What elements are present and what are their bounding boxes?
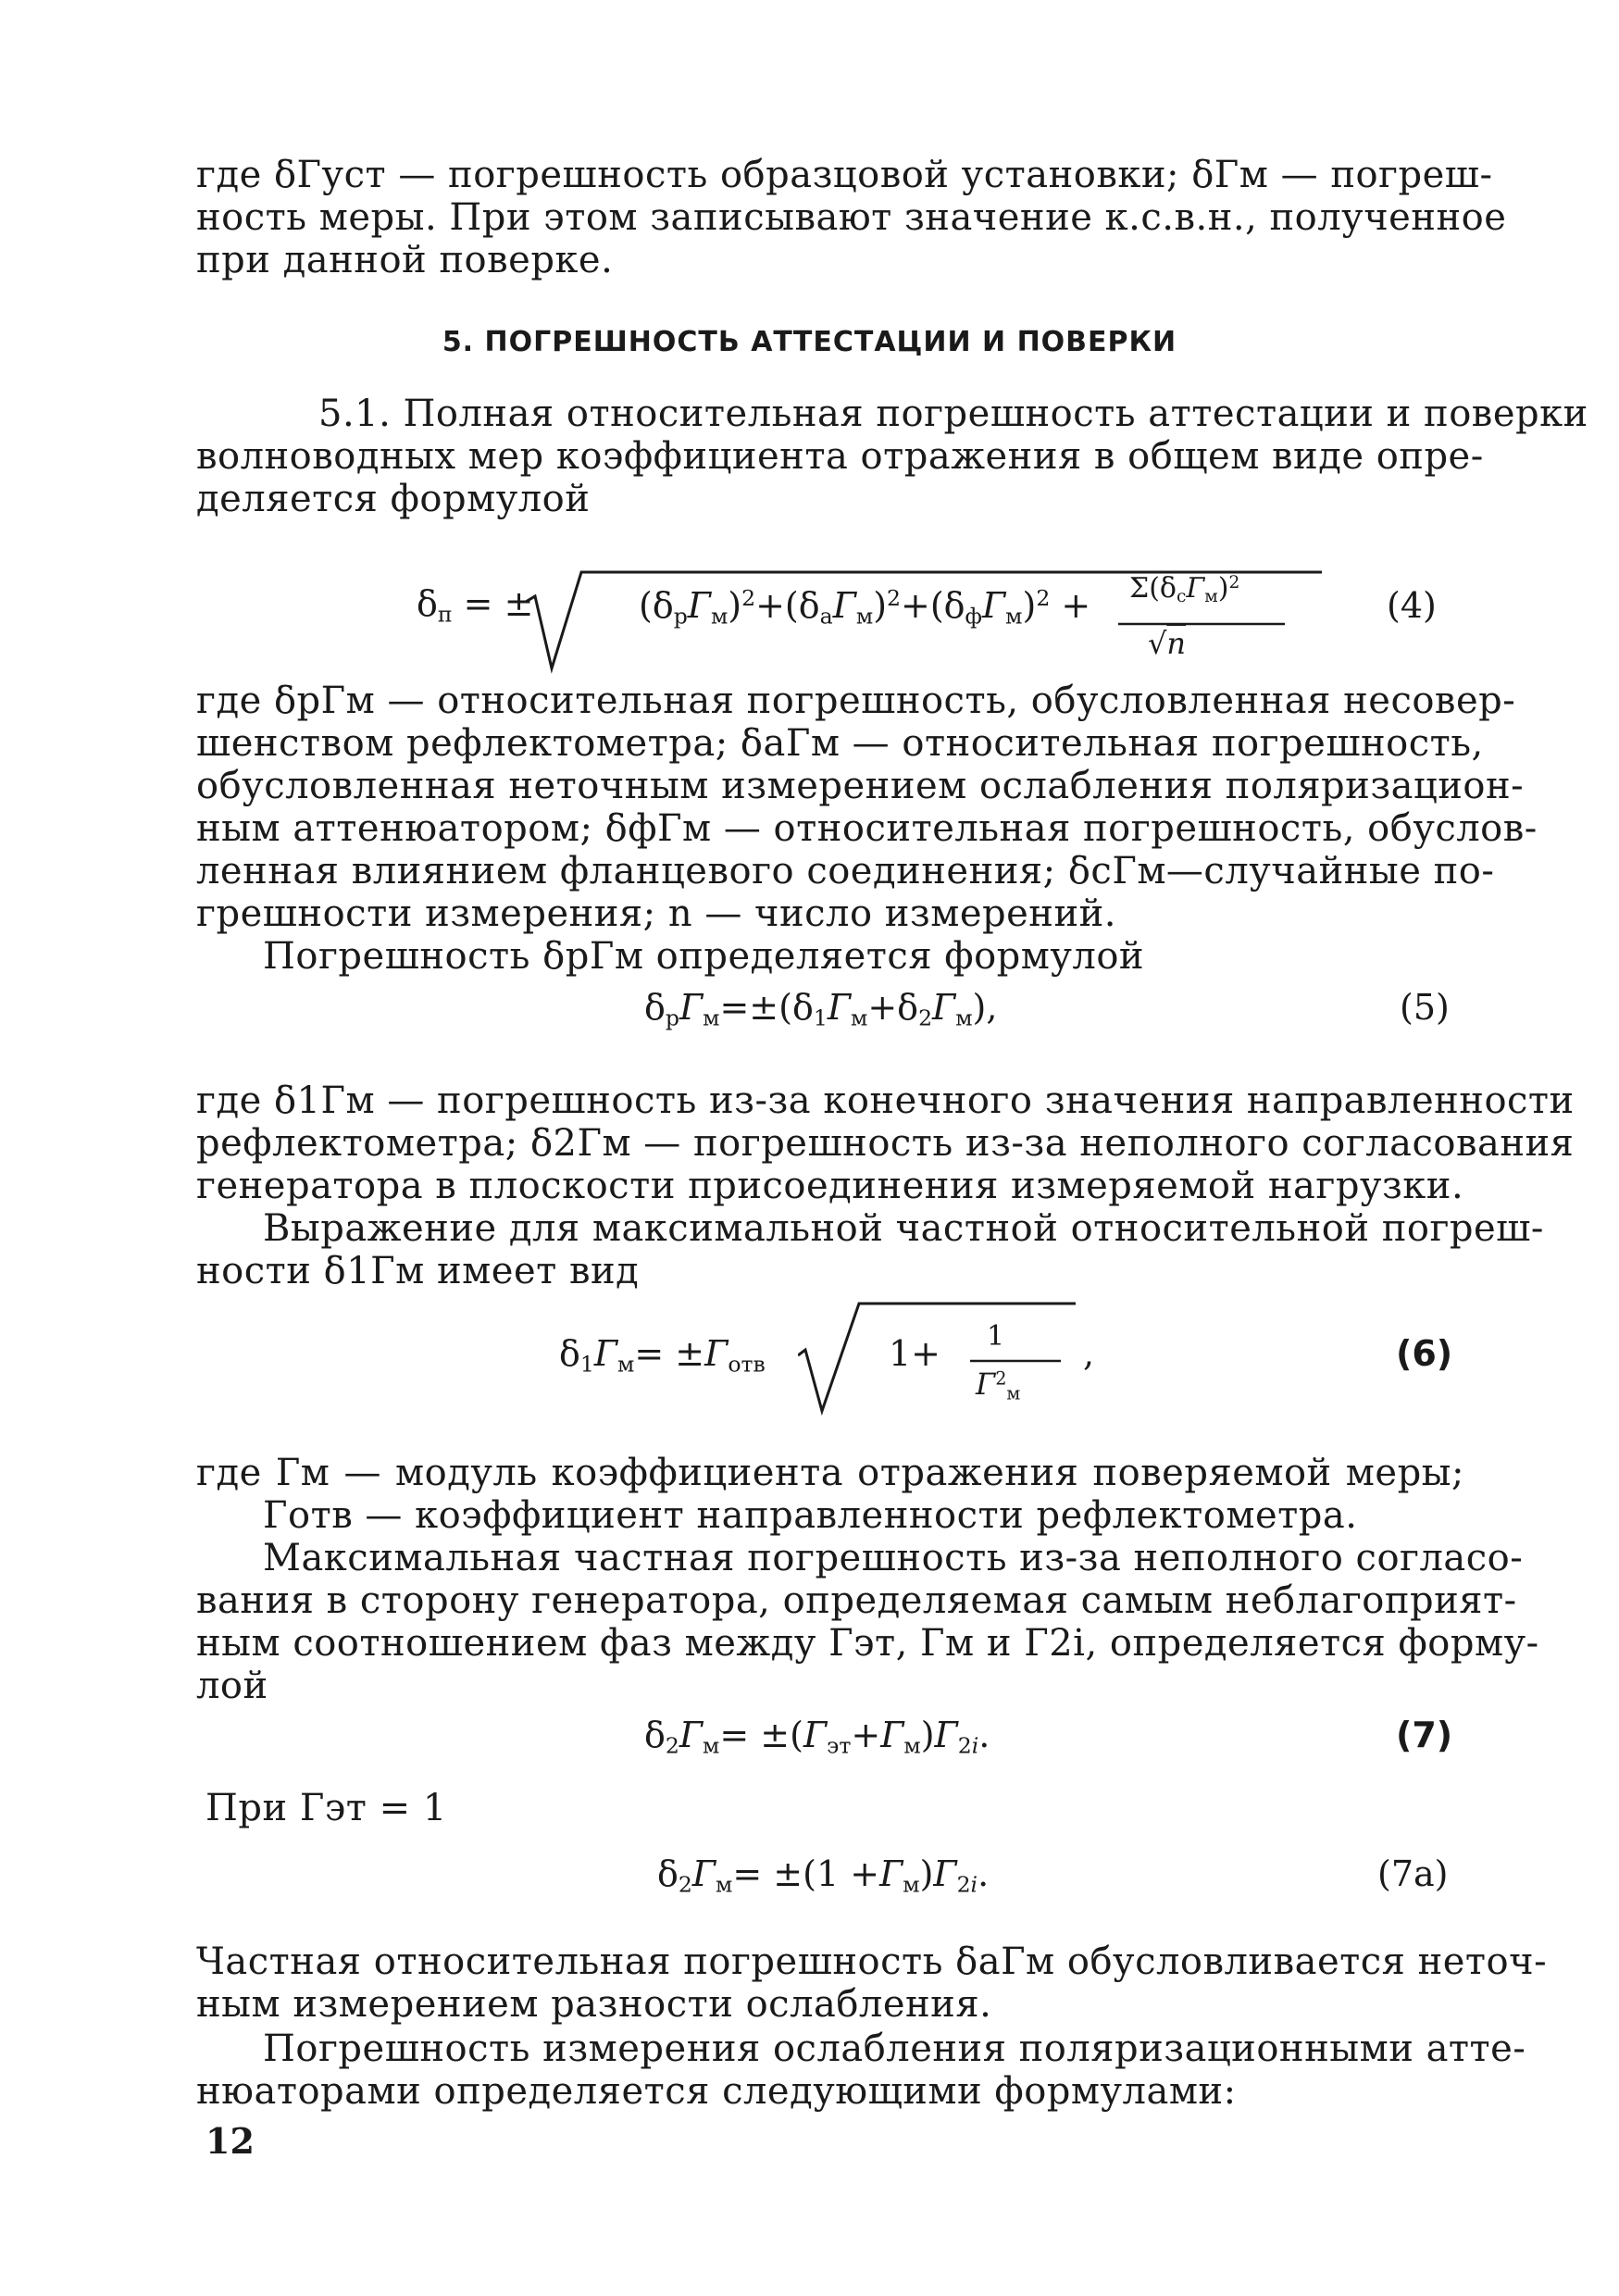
- section-heading: 5. ПОГРЕШНОСТЬ АТТЕСТАЦИИ И ПОВЕРКИ: [442, 326, 1177, 358]
- text-line: ленная влиянием фланцевого соединения; δсГм—случайные по-: [196, 850, 1495, 892]
- paragraph-3: [196, 680, 1538, 935]
- text-line: где δГуст — погрешность образцовой установки; δГм — погреш-: [196, 154, 1493, 196]
- text-line: при данной поверке.: [196, 239, 614, 281]
- text-line: ности δ1Гм имеет вид: [196, 1250, 640, 1292]
- paragraph-6: [196, 1207, 1544, 1292]
- equation-6-number: (6): [1396, 1333, 1453, 1374]
- equation-7-number: (7): [1396, 1715, 1453, 1755]
- text-line: Погрешность измерения ослабления поляризационными атте-: [263, 2028, 1526, 2070]
- text-line: При Гэт = 1: [205, 1787, 447, 1829]
- paragraph-1: [196, 154, 1507, 281]
- text-line: лой: [196, 1665, 268, 1707]
- equation-4-number: (4): [1387, 585, 1437, 626]
- text-line: где δ1Гм — погрешность из-за конечного значения направленности: [196, 1079, 1575, 1122]
- text-line: Максимальная частная погрешность из-за неполного согласо-: [263, 1537, 1524, 1579]
- equation-4: $\delta_п$ = ± $(\delta_рГ_м)^2+(\delta_аГ_м)^2+(\delta_фГ_м)^2$ + $\Sigma(\delta_сГ_м)^2$ √n: [417, 567, 1305, 678]
- equation-5-number: (5): [1400, 987, 1450, 1028]
- text-line: ность меры. При этом записывают значение к.с.в.н., полученное: [196, 196, 1507, 239]
- equation-7: $\delta_2Г_м= \pm(Г_{эт}+Г_м)Г_{2i}$.: [644, 1715, 990, 1759]
- text-line: 5.1. Полная относительная погрешность аттестации и поверки: [318, 393, 1588, 435]
- text-line: грешности измерения; n — число измерений.: [196, 892, 1116, 935]
- text-line: Частная относительная погрешность δаГм обусловливается неточ-: [196, 1940, 1548, 1983]
- text-line: генератора в плоскости присоединения измеряемой нагрузки.: [196, 1165, 1464, 1207]
- text-line: где δрГм — относительная погрешность, обусловленная несовер-: [196, 680, 1516, 722]
- page-number: 12: [205, 2120, 255, 2162]
- paragraph-10: [196, 1940, 1548, 2026]
- paragraph-11: [196, 2028, 1526, 2113]
- paragraph-9: [196, 1787, 1464, 1829]
- text-line: ным соотношением фаз между Гэт, Гм и Г2i, определяется форму-: [196, 1622, 1539, 1665]
- text-line: шенством рефлектометра; δаГм — относительная погрешность,: [196, 722, 1484, 765]
- text-line: обусловленная неточным измерением ослабления поляризацион-: [196, 765, 1525, 807]
- equation-7a-number: (7а): [1377, 1853, 1449, 1894]
- text-line: Выражение для максимальной частной относительной погреш-: [263, 1207, 1544, 1250]
- text-line: Погрешность δрГм определяется формулой: [263, 935, 1145, 978]
- equation-7a: $\delta_2Г_м= \pm(1 +Г_м)Г_{2i}$.: [657, 1853, 990, 1898]
- paragraph-8: [196, 1537, 1539, 1707]
- text-line: нюаторами определяется следующими формулами:: [196, 2070, 1237, 2113]
- text-line: волноводных мер коэффициента отражения в общем виде опре-: [196, 435, 1484, 478]
- text-line: вания в сторону генератора, определяемая самым неблагоприят-: [196, 1579, 1517, 1622]
- text-line: ным аттенюатором; δфГм — относительная погрешность, обуслов-: [196, 807, 1538, 850]
- text-line: Готв — коэффициент направленности рефлектометра.: [263, 1494, 1358, 1537]
- text-line: ным измерением разности ослабления.: [196, 1983, 992, 2026]
- equation-5: $\delta_рГ_м=\pm(\delta_1Г_м+\delta_2Г_м)$,: [644, 987, 998, 1031]
- equation-6: $\delta_1Г_м= \pm Г_{отв}$ 1+ 1 $Г^2_м$ ,: [559, 1300, 1133, 1420]
- text-line: рефлектометра; δ2Гм — погрешность из-за неполного согласования: [196, 1122, 1575, 1165]
- text-line: деляется формулой: [196, 478, 591, 520]
- text-line: где Гм — модуль коэффициента отражения поверяемой меры;: [196, 1452, 1464, 1494]
- paragraph-7: [196, 1452, 1464, 1537]
- paragraph-4: [196, 935, 1464, 978]
- paragraph-5: [196, 1079, 1575, 1207]
- paragraph-2: [196, 393, 1588, 520]
